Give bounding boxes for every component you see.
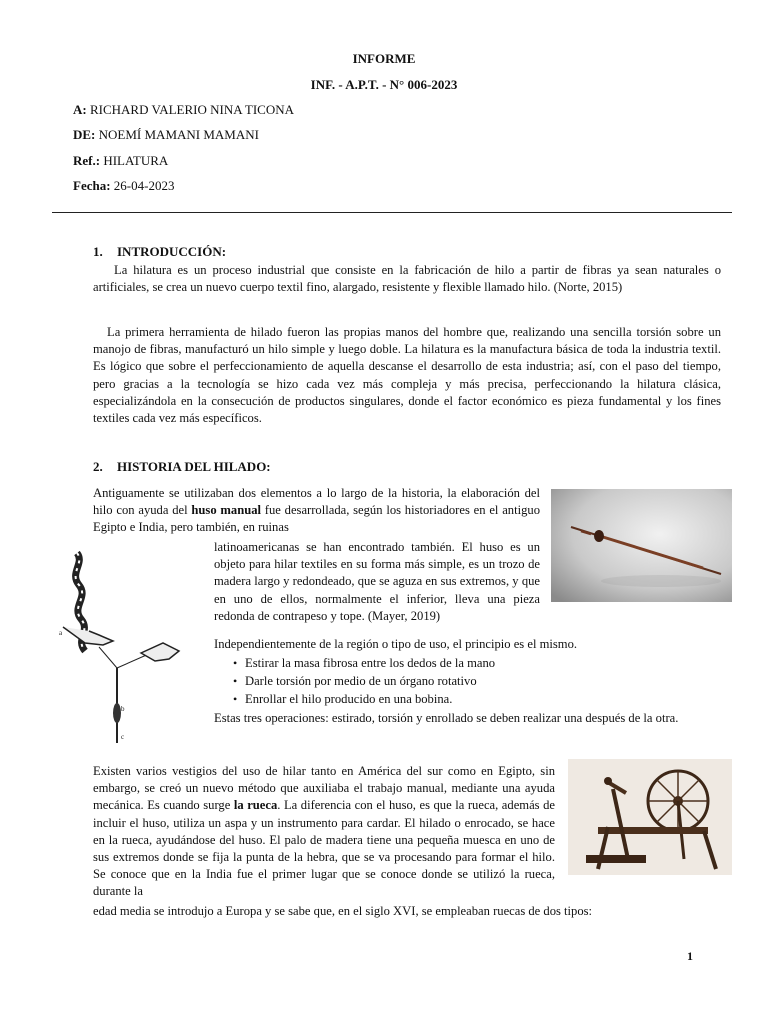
page-number: 1 [687,949,693,963]
to-label: A: [73,102,87,117]
section-2-heading [93,459,271,475]
spinning-wheel-photo [568,759,732,875]
svg-text:b: b [121,705,125,713]
history-p1-text-a: Antiguamente se utilizaban dos elementos a lo largo de la historia, la elaboración del hilo con ayuda del [93,486,540,518]
history-p4-text-b: . La diferencia con el huso, es que la rueca, además de incluir el huso, utiliza un aspa y un instrumento para cardar. El hilado o enrocado, se hace en la rueca, ayudándose del huso. El palo de madera tiene una pequeña muesca en uno de sus extremos donde se fija la punta de la hebra, que se va procesando para formar el hilo. Se conoce que en la India fue el primer lugar que se conoce donde se utilizó la rueca, durante la [93,798,555,899]
spindle-photo [551,489,732,602]
history-paragraph-1-cont: latinoamericanas se han encontrado también. El huso es un objeto para hilar textiles en su forma más simple, es un trozo de madera largo y redondeado, que se aguza en sus extremos, y que en uno de ellos, normalmente el inferior, lleva una pieza redonda de contrapeso y tope. (Mayer, 2019) [214,540,540,623]
history-p4-bold: la rueca [233,798,278,813]
svg-text:a: a [59,629,63,637]
section-1-heading [93,244,226,260]
ref-label: Ref.: [73,153,101,168]
from-line [73,127,259,143]
history-paragraph-4 [93,763,555,901]
hand-spindle-illustration-icon [55,543,187,759]
history-p4-text-a: Existen varios vestigios del uso de hilar tanto en América del sur como en Egipto, sin embargo, se creó un nuevo método que auxiliaba el trabajo manual, mediante una ayuda mecánica. Es cuando surge [93,764,555,813]
ref-value: HILATURA [103,153,169,168]
history-paragraph-3: Estas tres operaciones: estirado, torsión y enrollado se deben realizar una después de la otra. [214,711,679,725]
history-p1-bold: huso manual [191,503,261,518]
list-item: • Enrollar el hilo producido en una bobina. [214,690,714,708]
spinning-wheel-photo-icon [568,759,732,875]
intro-paragraph-1: La hilatura es un proceso industrial que consiste en la fabricación de hilo a partir de fibras ya sean naturales o artificiales, se crea un nuevo cuerpo textil fino, alargado, resistente y flexible llamado hilo. (Norte, 2015) [93,263,721,295]
to-value: RICHARD VALERIO NINA TICONA [89,102,295,117]
date-value: 26-04-2023 [113,178,175,193]
section-1-title: INTRODUCCIÓN: [117,244,227,259]
list-item: • Darle torsión por medio de un órgano rotativo [214,672,714,690]
section-2-title: HISTORIA DEL HILADO: [117,459,271,474]
report-title: INFORME [352,51,416,66]
ref-line [73,153,168,169]
intro-paragraph-2: La primera herramienta de hilado fueron las propias manos del hombre que, realizando una sencilla torsión sobre un manojo de fibras, manufacturó un hilo simple y luego doble. La hilatura es la manufactura básica de toda la industria textil. Es lógico que sobre el perfeccionamiento de aquella descanse el desarrollo de esta industria; así, con el paso del tiempo, pero gracias a la tecnología se hizo cada vez más compleja y más precisa, perfeccionando la hilatura clásica, especializándola en la consecución de productos singulares, donde el factor económico es pieza fundamental y los fines textiles cada vez más específicos. [93,325,721,426]
wooden-spindle-photo-icon [551,489,732,602]
operations-list [214,654,714,708]
svg-text:c: c [121,733,125,741]
date-line [73,178,174,194]
history-paragraph-1 [93,485,540,537]
to-line [73,102,294,118]
header-divider [52,212,732,213]
section-1-number: 1. [93,244,103,259]
report-code: INF. - A.P.T. - N° 006-2023 [310,77,458,92]
hand-spindle-illustration [55,543,187,759]
section-2-number: 2. [93,459,103,474]
from-value: NOEMÍ MAMANI MAMANI [98,127,259,142]
history-paragraph-2: Independientemente de la región o tipo de uso, el principio es el mismo. [214,637,578,651]
history-p1-text-b: fue desarrollada, según los historiadores en el antiguo Egipto e India, pero también, en ruinas [93,503,540,535]
date-label: Fecha: [73,178,111,193]
history-paragraph-4-end: edad media se introdujo a Europa y se sabe que, en el siglo XVI, se empleaban ruecas de dos tipos: [93,904,593,918]
from-label: DE: [73,127,96,142]
list-item: • Estirar la masa fibrosa entre los dedos de la mano [214,654,714,672]
